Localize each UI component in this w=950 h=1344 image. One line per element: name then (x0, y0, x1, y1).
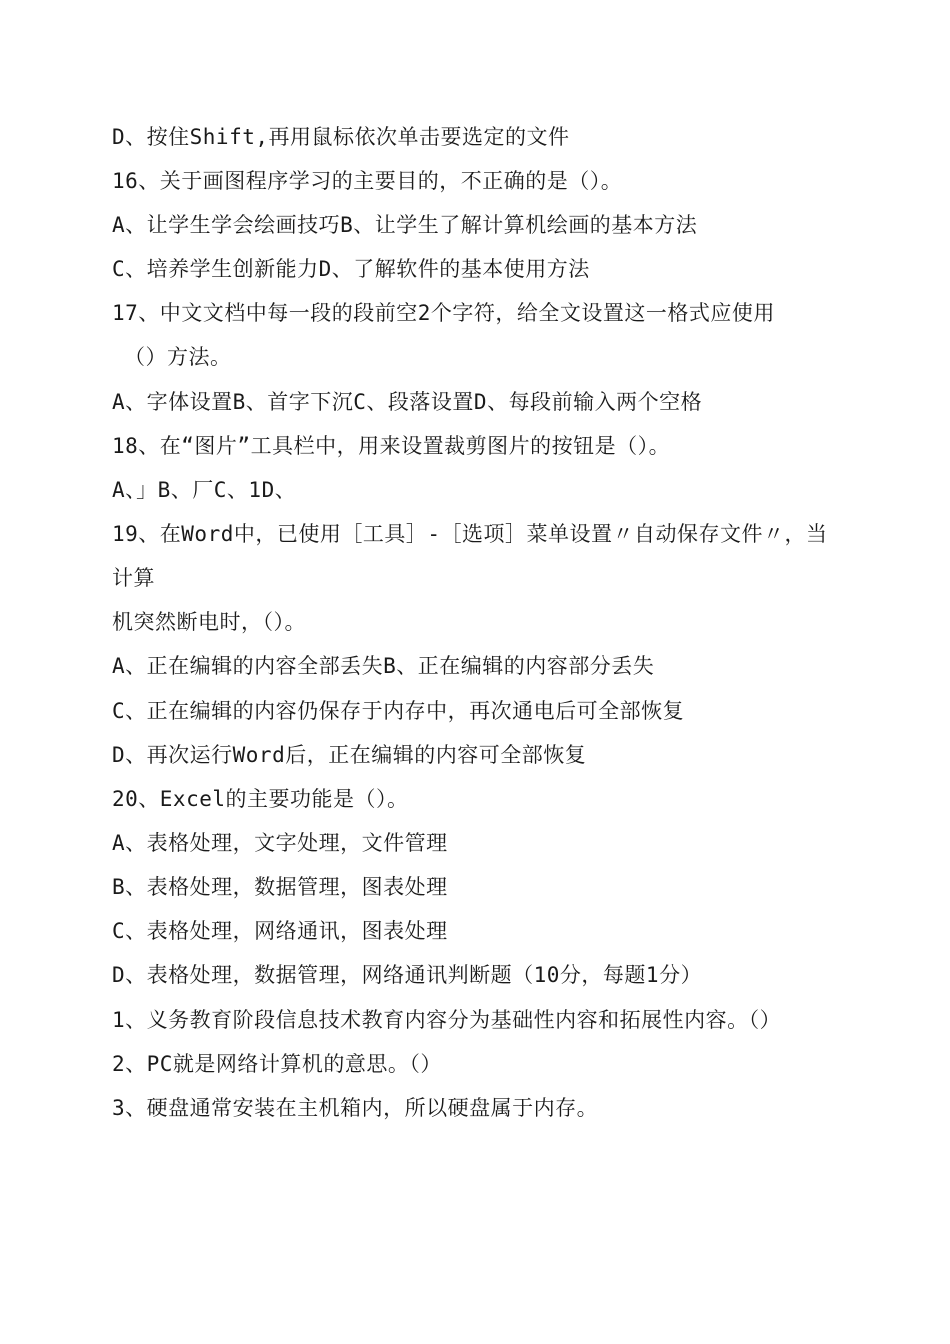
text-line: D、按住Shift,再用鼠标依次单击要选定的文件 (112, 125, 570, 149)
text-line: 16、关于画图程序学习的主要目的，不正确的是（）。 (112, 169, 623, 193)
text-line: 18、在“图片”工具栏中，用来设置裁剪图片的按钮是（）。 (112, 434, 671, 458)
text-line: C、表格处理，网络通讯，图表处理 (112, 919, 448, 943)
text-line: 20、Excel的主要功能是（）。 (112, 787, 409, 811)
text-line: A、让学生学会绘画技巧B、让学生了解计算机绘画的基本方法 (112, 213, 698, 237)
text-line: A、正在编辑的内容全部丢失B、正在编辑的内容部分丢失 (112, 654, 655, 678)
text-line: （）方法。 (124, 345, 232, 369)
text-line: 17、中文文档中每一段的段前空2个字符，给全文设置这一格式应使用 (112, 301, 775, 325)
text-line: 机突然断电时，（）。 (112, 610, 306, 634)
text-line: C、正在编辑的内容仍保存于内存中，再次通电后可全部恢复 (112, 699, 685, 723)
text-line: A、字体设置B、首字下沉C、段落设置D、每段前输入两个空格 (112, 390, 703, 414)
text-line: D、表格处理，数据管理，网络通讯判断题（10分，每题1分） (112, 963, 703, 987)
text-line: D、再次运行Word后，正在编辑的内容可全部恢复 (112, 743, 587, 767)
text-line: 3、硬盘通常安装在主机箱内，所以硬盘属于内存。 (112, 1096, 599, 1120)
text-line: A、」B、厂C、1D、 (112, 478, 297, 502)
text-line: 1、义务教育阶段信息技术教育内容分为基础性内容和拓展性内容。（） (112, 1008, 782, 1032)
text-line: C、培养学生创新能力D、了解软件的基本使用方法 (112, 257, 590, 281)
text-line: A、表格处理，文字处理，文件管理 (112, 831, 448, 855)
text-line: B、表格处理，数据管理，图表处理 (112, 875, 448, 899)
text-line: 计算 (112, 566, 155, 590)
text-line: 19、在Word中，已使用［工具］-［选项］菜单设置〃自动保存文件〃，当 (112, 522, 828, 546)
text-line: 2、PC就是网络计算机的意思。（） (112, 1052, 442, 1076)
